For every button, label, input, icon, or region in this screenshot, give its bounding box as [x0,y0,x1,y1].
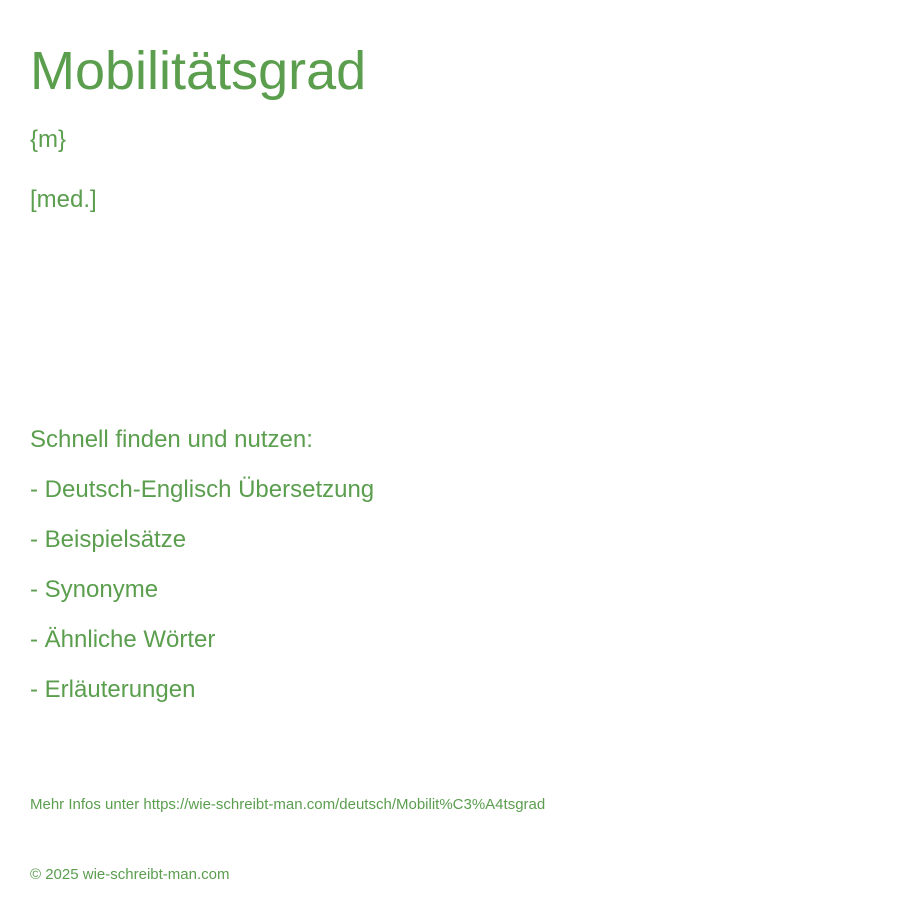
features-heading: Schnell finden und nutzen: [30,426,313,453]
feature-item-example-sentences: - Beispielsätze [30,526,187,553]
features-list [30,425,374,725]
feature-item-similar-words: - Ähnliche Wörter [30,626,216,653]
page-title: Mobilitätsgrad [30,41,367,101]
feature-item-translation: - Deutsch-Englisch Übersetzung [30,476,375,503]
feature-item-explanations: - Erläuterungen [30,676,196,703]
domain-label: [med.] [30,186,97,213]
feature-item-synonyms: - Synonyme [30,576,159,603]
gender-label: {m} [30,126,67,153]
copyright-text: © 2025 wie-schreibt-man.com [30,866,230,883]
more-info-text: Mehr Infos unter https://wie-schreibt-man.com/deutsch/Mobilit%C3%A4tsgrad [30,796,546,813]
